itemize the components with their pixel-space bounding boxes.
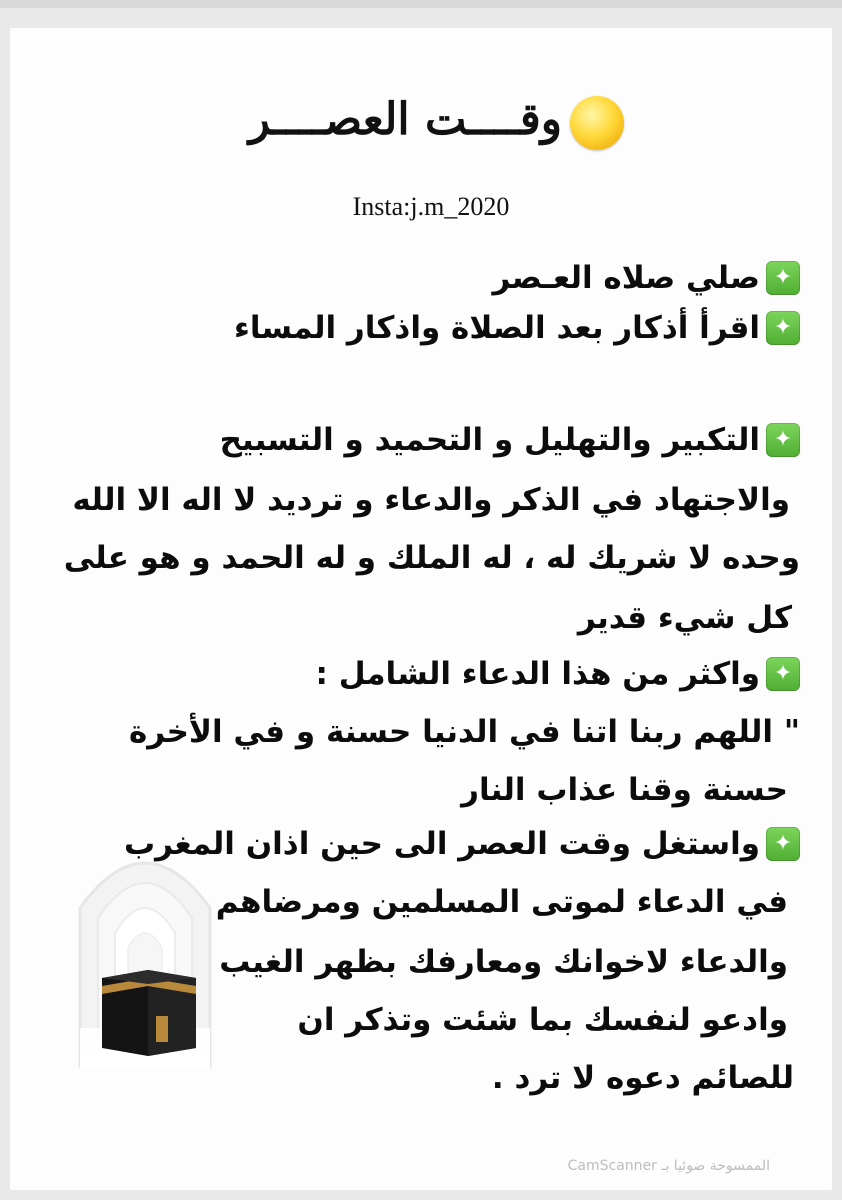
text-line-2 [234, 300, 800, 356]
text-line-7 [316, 646, 801, 702]
line-text: صلي صلاه العـصر [492, 260, 760, 296]
text-line-1 [492, 250, 800, 306]
sparkle-icon [766, 827, 800, 861]
text-line-14 [492, 1050, 794, 1106]
text-line-11 [216, 874, 788, 930]
line-text: واكثر من هذا الدعاء الشامل : [315, 656, 760, 692]
line-text: كل شيء قدير [577, 600, 792, 636]
text-line-10 [124, 816, 800, 872]
kaaba-icon [98, 968, 200, 1058]
line-text: التكبير والتهليل و التحميد و التسبيح [219, 422, 760, 458]
text-line-4 [72, 472, 790, 528]
text-line-9 [461, 762, 788, 818]
text-line-3 [220, 412, 800, 468]
line-text: وحده لا شريك له ، له الملك و له الحمد و هو على [63, 540, 800, 576]
line-text: والاجتهاد في الذكر والدعاء و ترديد لا اله الا الله [72, 482, 790, 518]
line-text: اقرأ أذكار بعد الصلاة واذكار المساء [234, 310, 760, 346]
line-text: حسنة وقنا عذاب النار [461, 772, 788, 808]
line-text: واستغل وقت العصر الى حين اذان المغرب [123, 826, 760, 862]
camscanner-watermark: الممسوحة ضوئيا بـ CamScanner [567, 1158, 770, 1174]
line-text: وادعو لنفسك بما شئت وتذكر ان [297, 1002, 788, 1038]
sparkle-icon [766, 261, 800, 295]
text-line-6 [578, 590, 792, 646]
document-page [10, 28, 832, 1190]
line-text: في الدعاء لموتى المسلمين ومرضاهم [215, 884, 788, 920]
sparkle-icon [766, 311, 800, 345]
sparkle-icon [766, 423, 800, 457]
sparkle-icon [766, 657, 800, 691]
instagram-handle: Insta:j.m_2020 [352, 192, 510, 221]
line-text: والدعاء لاخوانك ومعارفك بظهر الغيب [219, 944, 788, 980]
sun-icon [570, 96, 624, 150]
title-row [10, 88, 832, 158]
text-line-12 [219, 934, 788, 990]
text-line-13 [297, 992, 788, 1048]
line-text: " اللهم ربنا اتنا في الدنيا حسنة و في الأخرة [129, 714, 800, 750]
page-title: وقــــت العصــــر [248, 94, 562, 145]
text-line-5 [64, 530, 800, 586]
text-line-8 [129, 704, 800, 760]
top-strip [0, 0, 842, 8]
line-text: للصائم دعوه لا ترد . [491, 1060, 794, 1096]
